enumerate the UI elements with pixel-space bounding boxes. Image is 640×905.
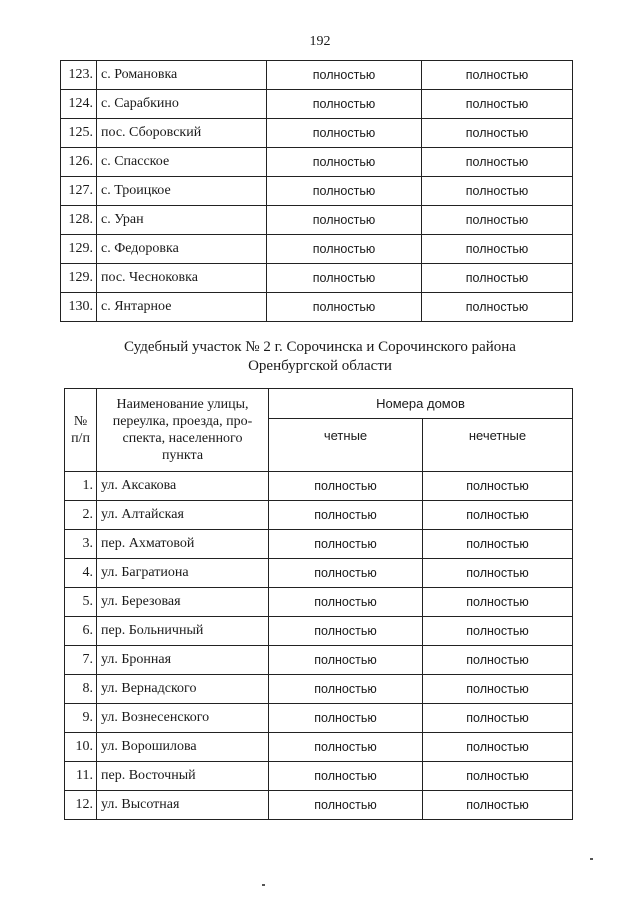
row-number-cell: 129. (61, 264, 97, 293)
header-even: четные (269, 419, 423, 472)
locality-name-cell: ул. Вернадского (97, 675, 269, 704)
locality-name-cell: ул. Багратиона (97, 559, 269, 588)
even-houses-cell: полностью (269, 733, 423, 762)
page-number: 192 (309, 34, 331, 49)
odd-houses-cell: полностью (423, 791, 573, 820)
scan-speck (590, 858, 593, 860)
row-number-cell: 124. (61, 90, 97, 119)
odd-houses-cell: полностью (422, 90, 573, 119)
table-row (65, 791, 573, 820)
row-number-cell: 12. (65, 791, 97, 820)
row-number-cell: 125. (61, 119, 97, 148)
row-number-cell: 8. (65, 675, 97, 704)
table-row (65, 559, 573, 588)
table-row (61, 148, 573, 177)
row-number-cell: 129. (61, 235, 97, 264)
table-row (61, 206, 573, 235)
odd-houses-cell: полностью (423, 530, 573, 559)
odd-houses-cell: полностью (422, 264, 573, 293)
even-houses-cell: полностью (267, 177, 422, 206)
row-number-cell: 7. (65, 646, 97, 675)
odd-houses-cell: полностью (423, 559, 573, 588)
locality-name-cell: пер. Больничный (97, 617, 269, 646)
address-table-section2 (64, 388, 573, 820)
odd-houses-cell: полностью (422, 293, 573, 322)
odd-houses-cell: полностью (422, 235, 573, 264)
even-houses-cell: полностью (269, 588, 423, 617)
even-houses-cell: полностью (269, 472, 423, 501)
locality-name-cell: с. Федоровка (97, 235, 267, 264)
locality-name-cell: пос. Чесноковка (97, 264, 267, 293)
row-number-cell: 9. (65, 704, 97, 733)
header-odd: нечетные (423, 419, 573, 472)
even-houses-cell: полностью (267, 148, 422, 177)
address-table-continued (60, 60, 573, 322)
header-num-line2: п/п (71, 431, 90, 446)
table-row (65, 530, 573, 559)
even-houses-cell: полностью (267, 61, 422, 90)
odd-houses-cell: полностью (423, 617, 573, 646)
section-title (0, 338, 640, 376)
table-row (65, 675, 573, 704)
odd-houses-cell: полностью (423, 762, 573, 791)
even-houses-cell: полностью (269, 617, 423, 646)
locality-name-cell: с. Янтарное (97, 293, 267, 322)
scan-speck (262, 884, 265, 886)
odd-houses-cell: полностью (422, 177, 573, 206)
even-houses-cell: полностью (269, 559, 423, 588)
locality-name-cell: с. Спасское (97, 148, 267, 177)
even-houses-cell: полностью (269, 762, 423, 791)
table-row (61, 119, 573, 148)
header-name-line3: спекта, населенного (122, 431, 243, 446)
locality-name-cell: ул. Высотная (97, 791, 269, 820)
row-number-cell: 123. (61, 61, 97, 90)
even-houses-cell: полностью (269, 530, 423, 559)
odd-houses-cell: полностью (423, 646, 573, 675)
row-number-cell: 1. (65, 472, 97, 501)
even-houses-cell: полностью (267, 235, 422, 264)
even-houses-cell: полностью (269, 501, 423, 530)
even-houses-cell: полностью (269, 791, 423, 820)
locality-name-cell: с. Уран (97, 206, 267, 235)
header-houses: Номера домов (269, 389, 573, 419)
table-row (61, 90, 573, 119)
row-number-cell: 126. (61, 148, 97, 177)
table-row (61, 177, 573, 206)
odd-houses-cell: полностью (422, 206, 573, 235)
header-num (65, 389, 97, 472)
odd-houses-cell: полностью (422, 148, 573, 177)
locality-name-cell: с. Романовка (97, 61, 267, 90)
row-number-cell: 10. (65, 733, 97, 762)
row-number-cell: 6. (65, 617, 97, 646)
table-row (65, 588, 573, 617)
address-table-section2-body (65, 472, 573, 820)
address-table-continued-body (61, 61, 573, 322)
table-row (61, 293, 573, 322)
table-row (65, 472, 573, 501)
locality-name-cell: пер. Ахматовой (97, 530, 269, 559)
even-houses-cell: полностью (267, 90, 422, 119)
row-number-cell: 130. (61, 293, 97, 322)
locality-name-cell: ул. Бронная (97, 646, 269, 675)
odd-houses-cell: полностью (423, 472, 573, 501)
table-row (61, 61, 573, 90)
row-number-cell: 11. (65, 762, 97, 791)
header-name-line4: пункта (161, 448, 204, 463)
odd-houses-cell: полностью (423, 733, 573, 762)
locality-name-cell: ул. Алтайская (97, 501, 269, 530)
table-row (65, 704, 573, 733)
table-row (61, 235, 573, 264)
table-row (65, 733, 573, 762)
row-number-cell: 127. (61, 177, 97, 206)
odd-houses-cell: полностью (423, 704, 573, 733)
even-houses-cell: полностью (267, 206, 422, 235)
locality-name-cell: ул. Березовая (97, 588, 269, 617)
header-name-line1: Наименование улицы, (116, 397, 249, 412)
locality-name-cell: пос. Сборовский (97, 119, 267, 148)
even-houses-cell: полностью (269, 704, 423, 733)
odd-houses-cell: полностью (422, 119, 573, 148)
even-houses-cell: полностью (269, 646, 423, 675)
locality-name-cell: ул. Вознесенского (97, 704, 269, 733)
locality-name-cell: с. Сарабкино (97, 90, 267, 119)
row-number-cell: 128. (61, 206, 97, 235)
table-row (65, 646, 573, 675)
row-number-cell: 4. (65, 559, 97, 588)
table-header (65, 389, 573, 472)
locality-name-cell: ул. Аксакова (97, 472, 269, 501)
table-row (65, 617, 573, 646)
locality-name-cell: ул. Ворошилова (97, 733, 269, 762)
header-num-line1: № (73, 414, 88, 429)
table-row (65, 501, 573, 530)
locality-name-cell: с. Троицкое (97, 177, 267, 206)
even-houses-cell: полностью (267, 264, 422, 293)
section-title-line2: Оренбургской области (248, 358, 392, 374)
table-row (65, 762, 573, 791)
table-row (61, 264, 573, 293)
row-number-cell: 2. (65, 501, 97, 530)
section-title-line1: Судебный участок № 2 г. Сорочинска и Сорочинского района (124, 339, 516, 355)
row-number-cell: 5. (65, 588, 97, 617)
odd-houses-cell: полностью (423, 675, 573, 704)
even-houses-cell: полностью (267, 119, 422, 148)
odd-houses-cell: полностью (423, 588, 573, 617)
odd-houses-cell: полностью (423, 501, 573, 530)
row-number-cell: 3. (65, 530, 97, 559)
locality-name-cell: пер. Восточный (97, 762, 269, 791)
even-houses-cell: полностью (269, 675, 423, 704)
header-name (97, 389, 269, 472)
even-houses-cell: полностью (267, 293, 422, 322)
header-name-line2: переулка, проезда, про- (112, 414, 253, 429)
odd-houses-cell: полностью (422, 61, 573, 90)
